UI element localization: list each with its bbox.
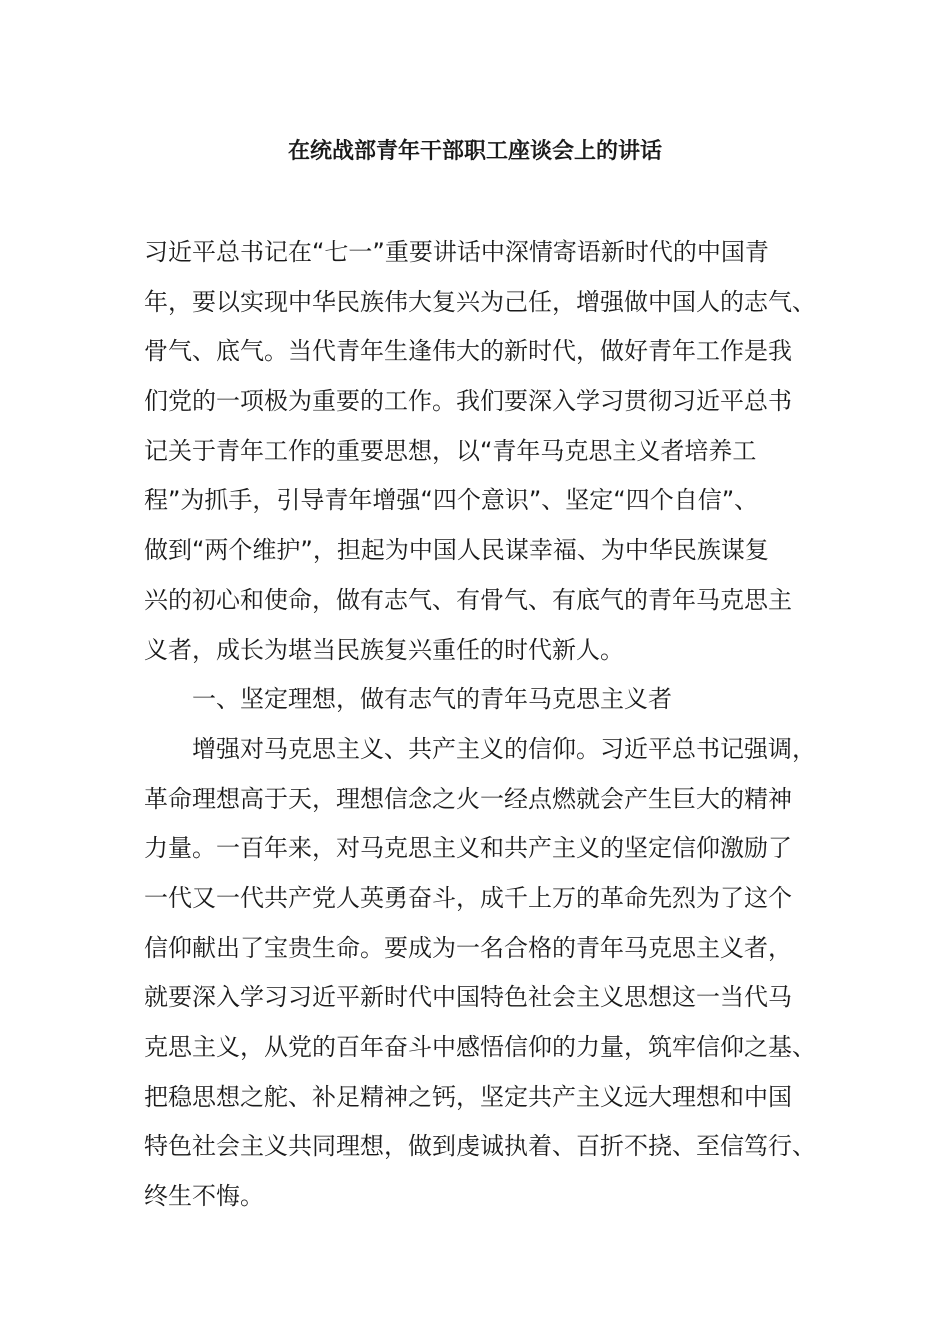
text-line: 记关于青年工作的重要思想，以“青年马克思主义者培养工	[144, 436, 757, 465]
text-line: 终生不悔。	[144, 1182, 264, 1211]
text-line: 克思主义，从党的百年奋斗中感悟信仰的力量，筑牢信仰之基、	[144, 1033, 816, 1061]
text-line: 革命理想高于天，理想信念之火一经点燃就会产生巨大的精神	[144, 784, 792, 813]
text-line: 义者，成长为堪当民族复兴重任的时代新人。	[144, 635, 624, 664]
text-line: 习近平总书记在“七一”重要讲话中深情寄语新时代的中国青	[144, 238, 769, 266]
text-line: 做到“两个维护”，担起为中国人民谋幸福、为中华民族谋复	[144, 536, 769, 565]
text-line: 特色社会主义共同理想，做到虔诚执着、百折不挠、至信笃行、	[144, 1132, 816, 1161]
text-line: 年，要以实现中华民族伟大复兴为己任，增强做中国人的志气、	[144, 287, 816, 316]
text-line: 把稳思想之舵、补足精神之钙，坚定共产主义远大理想和中国	[144, 1082, 792, 1111]
document-title: 在统战部青年干部职工座谈会上的讲话	[287, 139, 662, 164]
text-line: 增强对马克思主义、共产主义的信仰。习近平总书记强调，	[192, 734, 816, 763]
text-line: 就要深入学习习近平新时代中国特色社会主义思想这一当代马	[144, 983, 792, 1012]
section-heading: 一、坚定理想，做有志气的青年马克思主义者	[192, 685, 672, 714]
text-line: 力量。一百年来，对马克思主义和共产主义的坚定信仰激励了	[144, 834, 792, 863]
text-line: 骨气、底气。当代青年生逢伟大的新时代，做好青年工作是我	[144, 337, 792, 366]
text-line: 兴的初心和使命，做有志气、有骨气、有底气的青年马克思主	[144, 585, 792, 614]
text-line: 信仰献出了宝贵生命。要成为一名合格的青年马克思主义者，	[144, 933, 792, 962]
text-line: 程”为抓手，引导青年增强“四个意识”、坚定“四个自信”、	[144, 486, 759, 515]
text-line: 们党的一项极为重要的工作。我们要深入学习贯彻习近平总书	[144, 387, 792, 416]
document-body	[144, 228, 834, 1222]
text-line: 一代又一代共产党人英勇奋斗，成千上万的革命先烈为了这个	[144, 883, 792, 912]
